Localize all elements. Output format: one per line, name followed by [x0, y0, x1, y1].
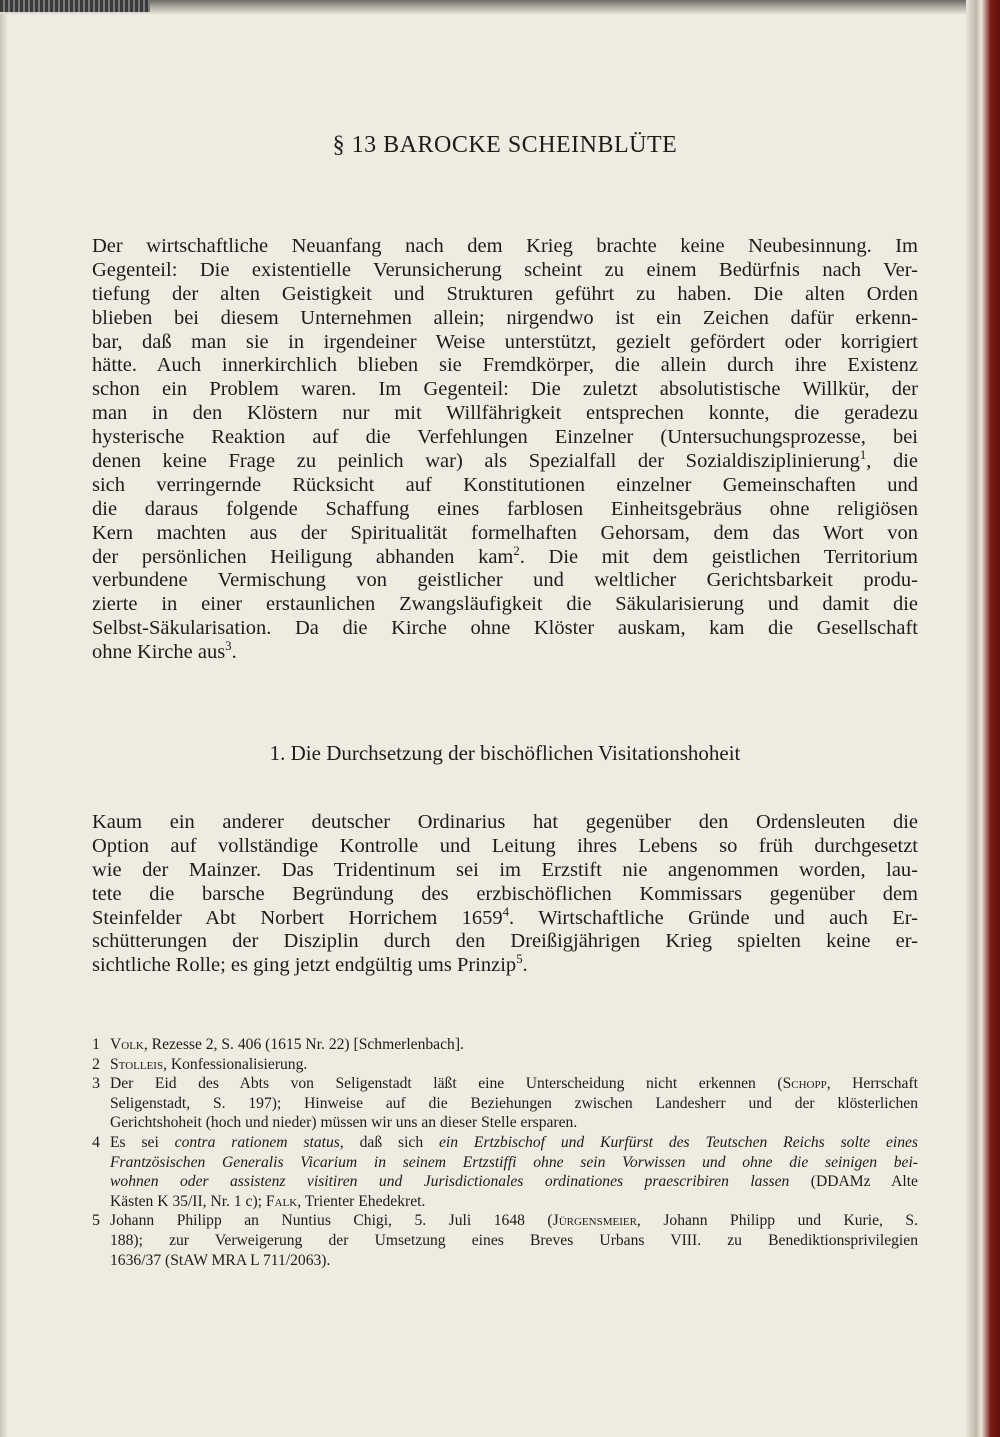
text-line: Kaum ein anderer deutscher Ordinarius hat gegenüber den Ordensleuten die [92, 811, 918, 833]
footnote-ref-2[interactable]: 2 [513, 543, 520, 558]
footnote-3 [92, 1074, 918, 1133]
text-segment: ohne Kirche aus [92, 641, 226, 664]
text-line [92, 641, 918, 665]
author-name: Falk [265, 1192, 298, 1210]
text-line: sich verringernde Rücksicht auf Konstitutionen einzelner Gemeinschaften und [92, 473, 918, 496]
text-line [92, 543, 919, 570]
text-segment: der persönlichen Heiligung abhanden kam [92, 545, 514, 568]
footnote-number: 4 [92, 1133, 100, 1151]
footnote-text: Kästen K 35/II, Nr. 1 c); [110, 1192, 266, 1210]
footnote-line [110, 1074, 918, 1094]
text-line: Der wirtschaftliche Neuanfang nach dem Krieg brachte keine Neubesinnung. Im [92, 235, 918, 257]
text-line: die daraus folgende Schaffung eines farblosen Einheitsgebräus ohne religiösen [92, 497, 918, 520]
footnote-5 [92, 1211, 918, 1270]
page-left-shadow [0, 14, 8, 1437]
text-line: blieben bei diesem Unternehmen allein; nirgendwo ist ein Zeichen dafür erkenn- [92, 306, 918, 329]
text-segment: . Die mit dem geistlichen Territorium [519, 545, 919, 568]
author-name: Jürgensmeier [552, 1212, 637, 1230]
text-segment: , die [866, 450, 919, 473]
text-segment: denen keine Frage zu peinlich war) als Spezialfall der Sozialdisziplinierung [92, 450, 860, 473]
footnote-text: Johann Philipp an Nuntius Chigi, 5. Juli 1648 ( [110, 1212, 553, 1230]
footnote-text: (DDAMz Alte [789, 1173, 918, 1191]
footnote-line: Frantzösischen Generalis Vicarium in seinem Ertzstiffi ohne sein Vorwissen und ohne die seinigen bei- [110, 1153, 918, 1171]
footnote-2 [92, 1055, 918, 1075]
quote-italic: contra rationem status [174, 1133, 340, 1151]
footnote-line: 188); zur Verweigerung der Umsetzung eines Breves Urbans VIII. zu Benediktionsprivilegien [110, 1231, 918, 1249]
footnote-ref-1[interactable]: 1 [859, 448, 867, 463]
text-line: verbundene Vermischung von geistlicher und weltlicher Gerichtsbarkeit produ- [92, 569, 918, 592]
footnote-1 [92, 1035, 918, 1055]
paragraph-1 [92, 235, 918, 665]
section-subheading: 1. Die Durchsetzung der bischöflichen Visitationshoheit [269, 741, 741, 765]
author-name: Schopp [782, 1075, 827, 1093]
footnote-line [110, 1192, 918, 1212]
text-line: man in den Klöstern nur mit Willfährigkeit entsprechen konnte, die geradezu [92, 402, 918, 425]
footnote-number: 2 [92, 1055, 100, 1073]
book-binding-edge [966, 0, 1000, 1437]
footnote-text: Es sei [110, 1133, 175, 1151]
footnote-text: , Konfessionalisierung. [163, 1055, 308, 1073]
text-line: tete die barsche Begründung des erzbischöflichen Kommissars gegenüber dem [92, 882, 918, 905]
footnote-text: Der Eid des Abts von Seligenstadt läßt eine Unterscheidung nicht erkennen ( [110, 1075, 783, 1093]
footnote-text: , Herrschaft [826, 1075, 918, 1093]
footnote-line: Seligenstadt, S. 197); Hinweise auf die Beziehungen zwischen Landesherr und der klösterlichen [110, 1094, 918, 1112]
footnote-ref-3[interactable]: 3 [225, 639, 232, 654]
chapter-heading: § 13 BAROCKE SCHEINBLÜTE [332, 132, 678, 158]
scanner-top-strip [0, 0, 150, 12]
text-line: Kern machten aus der Spiritualität formelhaften Gehorsam, dem das Wort von [92, 521, 918, 544]
footnote-line [110, 1055, 918, 1075]
footnote-line [110, 1211, 918, 1231]
footnote-line [110, 1035, 918, 1055]
text-line: zierte in einer erstaunlichen Zwangsläufigkeit die Säkularisierung und damit die [92, 593, 918, 616]
footnote-line: 1636/37 (StAW MRA L 711/2063). [110, 1251, 331, 1269]
text-line: Gegenteil: Die existentielle Verunsicherung scheint zu einem Bedürfnis nach Ver- [92, 258, 918, 281]
footnote-ref-4[interactable]: 4 [502, 904, 510, 919]
footnote-text: , Trienter Ehedekret. [297, 1192, 426, 1210]
footnote-line [110, 1172, 918, 1192]
text-line: tiefung der alten Geistigkeit und Strukturen geführt zu haben. Die alten Orden [92, 282, 918, 305]
text-line [92, 954, 918, 978]
footnotes [92, 1035, 918, 1270]
footnote-text: , daß sich [339, 1133, 439, 1151]
text-segment: . [522, 954, 528, 977]
text-segment: sichtliche Rolle; es ging jetzt endgültig ums Prinzip [92, 954, 517, 977]
text-line: schon ein Problem waren. Im Gegenteil: Die zuletzt absolutistische Willkür, der [92, 378, 918, 401]
text-segment: Steinfelder Abt Norbert Horrichem 1659 [92, 906, 503, 929]
quote-italic: wohnen oder assistenz visitiren und Jurisdictionales ordinationes praescribiren lassen [110, 1173, 790, 1191]
text-line: Selbst-Säkularisation. Da die Kirche ohne Klöster auskam, kam die Gesellschaft [92, 617, 918, 640]
footnote-line [110, 1133, 918, 1153]
text-line: hätte. Auch innerkirchlich blieben sie Fremdkörper, die allein durch ihre Existenz [92, 354, 918, 377]
text-line: hysterische Reaktion auf die Verfehlungen Einzelner (Untersuchungsprozesse, bei [92, 426, 918, 449]
author-name: Volk [110, 1036, 144, 1053]
paragraph-2 [92, 811, 918, 978]
text-line: Option auf vollständige Kontrolle und Leitung ihres Lebens so früh durchgesetzt [92, 834, 918, 857]
scanner-top-edge [0, 0, 1000, 14]
footnote-number: 3 [92, 1075, 100, 1093]
footnote-line: Gerichtshoheit (hoch und nieder) müssen wir uns an dieser Stelle ersparen. [110, 1114, 578, 1132]
footnote-ref-5[interactable]: 5 [516, 952, 523, 967]
text-segment: . [231, 641, 237, 664]
text-segment: . Wirtschaftliche Gründe und auch Er- [509, 906, 918, 929]
quote-italic: ein Ertzbischof und Kurfürst des Teutschen Reichs solte eines [439, 1133, 918, 1151]
text-line [92, 904, 918, 931]
text-line: bar, daß man sie in irgendeiner Weise unterstützt, gezielt gefördert oder korrigiert [92, 330, 918, 353]
footnote-text: , Rezesse 2, S. 406 (1615 Nr. 22) [Schmerlenbach]. [143, 1036, 464, 1053]
author-name: Stolleis [110, 1055, 164, 1073]
footnote-number: 1 [92, 1036, 100, 1053]
footnote-text: , Johann Philipp und Kurie, S. [636, 1212, 918, 1230]
text-line: wie der Mainzer. Das Tridentinum sei im Erzstift nie angenommen worden, lau- [92, 858, 918, 881]
footnote-4 [92, 1133, 918, 1211]
footnote-number: 5 [92, 1212, 100, 1230]
text-line: schütterungen der Disziplin durch den Dreißigjährigen Krieg spielten keine er- [92, 930, 918, 953]
text-line [92, 450, 918, 474]
